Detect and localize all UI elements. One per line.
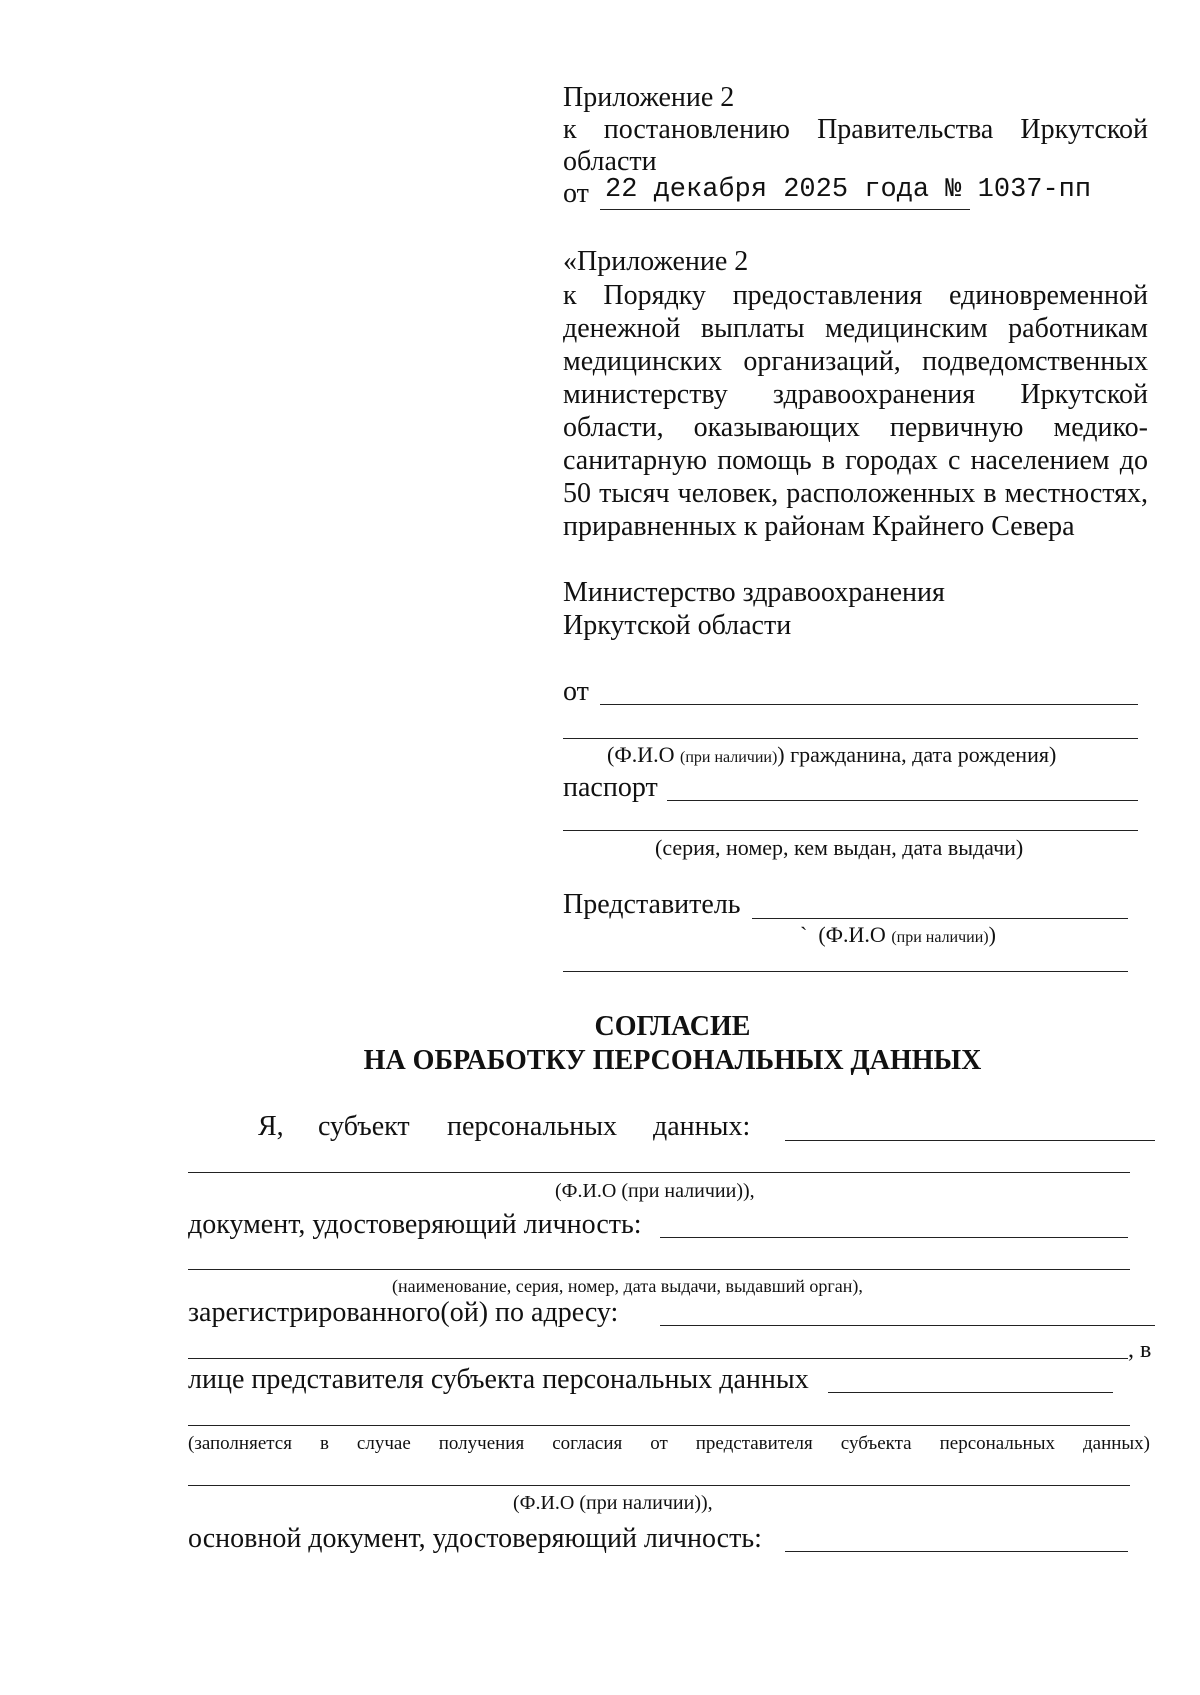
rep-caption: ` (Ф.И.О (при наличии)) bbox=[800, 922, 996, 947]
fio-caption: (Ф.И.О (при наличии)) гражданина, дата рождения) bbox=[607, 742, 1057, 767]
rep-fio-fill-line[interactable] bbox=[188, 1485, 1130, 1486]
header-line-2: к постановлению Правительства Иркутской bbox=[563, 114, 1148, 145]
doc-fill-line-2[interactable] bbox=[188, 1269, 1130, 1270]
appendix-line-5: области, оказывающих первичную медико- bbox=[563, 412, 1148, 443]
from-fill-line-2[interactable] bbox=[563, 738, 1138, 739]
appendix-line-7: 50 тысяч человек, расположенных в местностях, bbox=[563, 478, 1148, 509]
consent-word-3: персональных bbox=[447, 1111, 618, 1142]
appendix-line-8: приравненных к районам Крайнего Севера bbox=[563, 511, 1075, 542]
rep-fill-line[interactable] bbox=[752, 918, 1128, 919]
rep-fio-caption: (Ф.И.О (при наличии)), bbox=[513, 1492, 713, 1514]
header-date-value: 22 декабря 2025 года № 1037-пп bbox=[605, 175, 1092, 205]
reg-suffix: , в bbox=[1128, 1337, 1152, 1363]
reg-fill-line[interactable] bbox=[660, 1325, 1155, 1326]
reg-fill-line-2[interactable] bbox=[188, 1358, 1128, 1359]
header-line-3: области bbox=[563, 146, 657, 177]
passport-caption: (серия, номер, кем выдан, дата выдачи) bbox=[655, 835, 1024, 860]
rep-label: Представитель bbox=[563, 889, 741, 920]
header-date-prefix: от bbox=[563, 178, 589, 209]
consent-title-2: НА ОБРАБОТКУ ПЕРСОНАЛЬНЫХ ДАННЫХ bbox=[363, 1045, 982, 1076]
appendix-line-1: к Порядку предоставления единовременной bbox=[563, 280, 1148, 311]
consent-word-2: субъект bbox=[318, 1111, 410, 1142]
appendix-line-6: санитарную помощь в городах с населением до bbox=[563, 445, 1148, 476]
main-doc-fill-line[interactable] bbox=[785, 1551, 1128, 1552]
reg-label: зарегистрированного(ой) по адресу: bbox=[188, 1297, 619, 1328]
consent-word-1: Я, bbox=[258, 1111, 284, 1142]
doc-fill-line[interactable] bbox=[660, 1237, 1128, 1238]
main-doc-label: основной документ, удостоверяющий личность: bbox=[188, 1523, 762, 1554]
doc-caption: (наименование, серия, номер, дата выдачи, выдавший орган), bbox=[392, 1276, 863, 1296]
rep-consent-label: лице представителя субъекта персональных данных bbox=[188, 1364, 809, 1395]
consent-word-4: данных: bbox=[653, 1111, 751, 1142]
subject-fio-caption: (Ф.И.О (при наличии)), bbox=[555, 1180, 755, 1202]
appendix-title: «Приложение 2 bbox=[563, 246, 749, 277]
passport-label: паспорт bbox=[563, 772, 658, 803]
rep-note: (заполняется в случае получения согласия от представителя субъекта персональных данных) bbox=[188, 1433, 1150, 1454]
passport-fill-line[interactable] bbox=[667, 800, 1138, 801]
appendix-line-2: денежной выплаты медицинским работникам bbox=[563, 313, 1148, 344]
appendix-line-4: министерству здравоохранения Иркутской bbox=[563, 379, 1148, 410]
rep-consent-fill-line[interactable] bbox=[828, 1392, 1113, 1393]
consent-title-1: СОГЛАСИЕ bbox=[594, 1011, 751, 1042]
subject-fill-line-2[interactable] bbox=[188, 1172, 1130, 1173]
doc-label: документ, удостоверяющий личность: bbox=[188, 1209, 642, 1240]
appendix-line-3: медицинских организаций, подведомственных bbox=[563, 346, 1148, 377]
from-label: от bbox=[563, 676, 589, 707]
date-underline bbox=[600, 209, 970, 210]
from-fill-line[interactable] bbox=[600, 704, 1138, 705]
addressee-line-2: Иркутской области bbox=[563, 610, 792, 641]
addressee-line-1: Министерство здравоохранения bbox=[563, 577, 945, 608]
subject-fill-line[interactable] bbox=[785, 1140, 1155, 1141]
passport-fill-line-2[interactable] bbox=[563, 830, 1138, 831]
rep-consent-fill-line-2[interactable] bbox=[188, 1425, 1130, 1426]
rep-fill-line-2[interactable] bbox=[563, 971, 1128, 972]
header-line-1: Приложение 2 bbox=[563, 82, 735, 113]
